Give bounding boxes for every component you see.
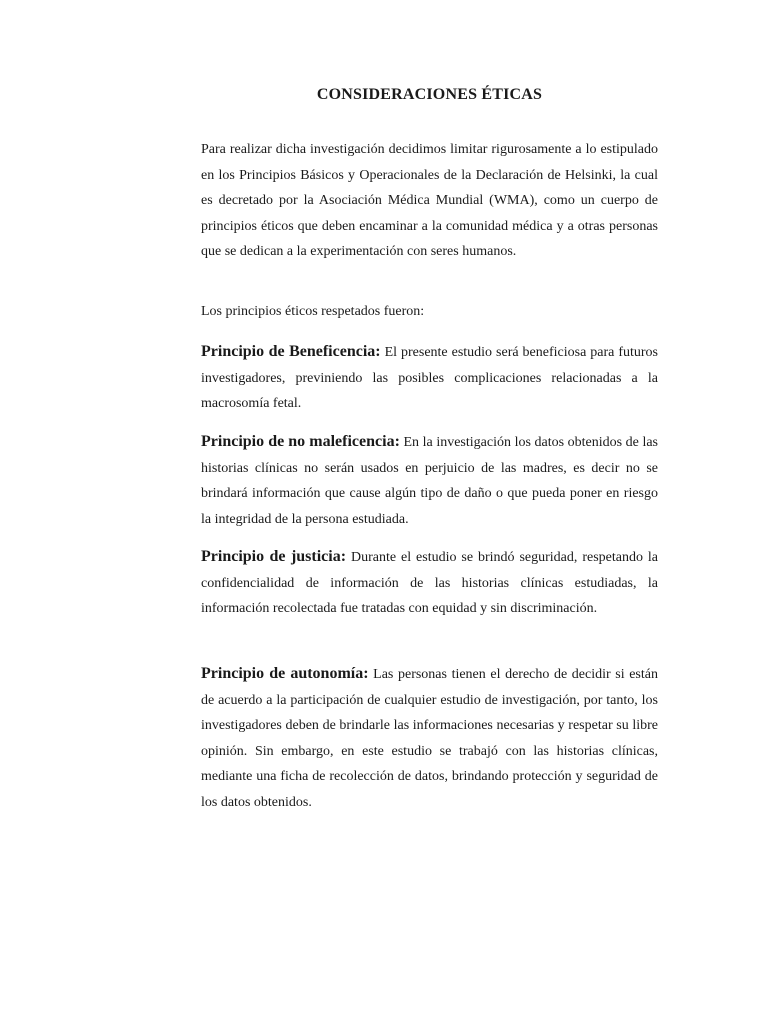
principle-text: Durante el estudio se brindó seguridad, respetando la confidencialidad de información de las historias clínicas estudiadas, la información recolectada fue tratadas con equidad y sin discriminación.	[201, 550, 658, 616]
principles-intro: Los principios éticos respetados fueron:	[201, 304, 425, 319]
intro-paragraph: Para realizar dicha investigación decidimos limitar rigurosamente a lo estipulado en los Principios Básicos y Operacionales de la Declaración de Helsinki, la cual es decretado por la Asociación Médica Mundial (WMA), como un cuerpo de principios éticos que deben encaminar a la comunidad médica y a otras personas que se dedican a la experimentación con seres humanos.	[201, 142, 658, 259]
principle-justicia	[201, 544, 658, 622]
principle-no-maleficencia	[201, 429, 658, 532]
principle-autonomia	[201, 661, 658, 815]
principle-name: Principio de Beneficencia:	[201, 343, 381, 360]
principle-text: El presente estudio será beneficiosa para futuros investigadores, previniendo las posibles complicaciones relacionadas a la macrosomía fetal.	[201, 345, 659, 411]
principle-name: Principio de justicia:	[201, 548, 347, 565]
principle-text: Las personas tienen el derecho de decidir si están de acuerdo a la participación de cualquier estudio de investigación, por tanto, los investigadores deben de brindarle las informaciones necesarias y respetar su libre opinión. Sin embargo, en este estudio se trabajó con las historias clínicas, mediante una ficha de recolección de datos, brindando protección y seguridad de los datos obtenidos.	[201, 667, 658, 810]
principle-beneficencia	[201, 339, 658, 417]
principle-name: Principio de autonomía:	[201, 665, 369, 682]
page-title: CONSIDERACIONES ÉTICAS	[316, 86, 543, 103]
principle-name: Principio de no maleficencia:	[201, 433, 400, 450]
principle-text: En la investigación los datos obtenidos de las historias clínicas no serán usados en perjuicio de las madres, es decir no se brindará información que cause algún tipo de daño o que pueda poner en riesgo la integridad de la persona estudiada.	[201, 435, 659, 527]
